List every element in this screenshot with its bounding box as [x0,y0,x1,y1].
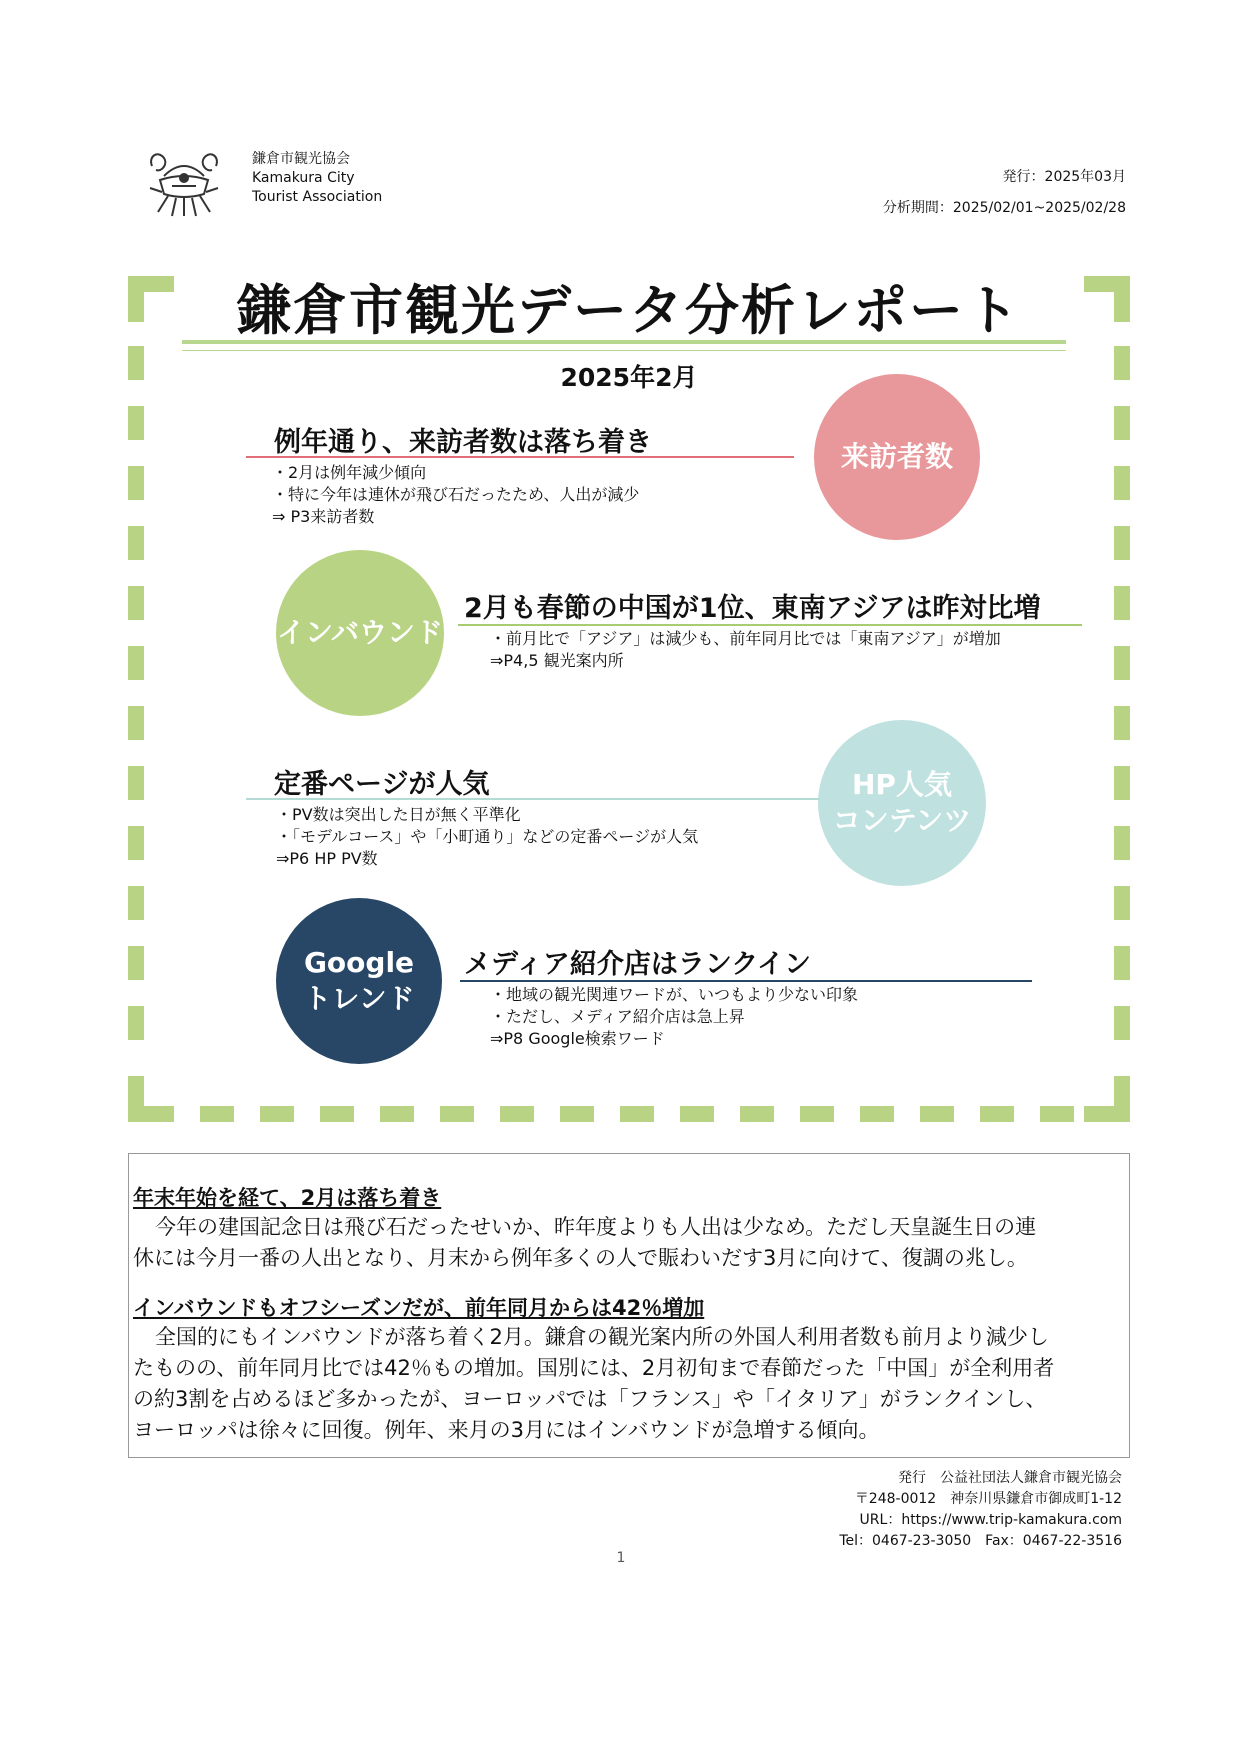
visitors-line-2: ・特に今年は連休が飛び石だったため、人出が減少 [272,485,640,504]
frame-dash [380,1106,414,1122]
frame-dash [1114,706,1130,740]
section-inbound-rule [458,624,1082,626]
issue-date: 発行：2025年03月 [1002,169,1126,185]
frame-dash [128,646,144,680]
organization-name [252,150,382,207]
frame-dash [440,1106,474,1122]
visitors-line-1: ・2月は例年減少傾向 [272,463,427,482]
publisher-address: 〒248-0012 神奈川県鎌倉市御成町1-12 [854,1491,1122,1507]
frame-dash [800,1106,834,1122]
frame-dash [128,826,144,860]
frame-dash [500,1106,534,1122]
summary-2-line-1: 全国的にもインバウンドが落ち着く2月。鎌倉の観光案内所の外国人利用者数も前月より減少し [155,1325,1049,1349]
publisher-name: 発行 公益社団法人鎌倉市観光協会 [898,1470,1122,1486]
hp-line-1: ・PV数は突出した日が無く平準化 [276,805,521,824]
frame-dash [1114,1006,1130,1040]
badge-hp-line-2: コンテンツ [832,804,972,837]
section-visitors-rule [246,456,794,458]
title-underline-thin [182,350,1066,351]
frame-dash [128,406,144,440]
google-line-3: ⇒P8 Google検索ワード [490,1029,665,1048]
publisher-info [839,1468,1122,1552]
frame-dash [560,1106,594,1122]
visitors-line-3: ⇒ P3来訪者数 [272,507,375,526]
publisher-url[interactable]: URL：https://www.trip-kamakura.com [859,1512,1122,1528]
title-underline [182,340,1066,344]
section-hp-rule [246,798,820,800]
frame-dash [1114,406,1130,440]
summary-2-line-4: ヨーロッパは徐々に回復。例年、来月の3月にはインバウンドが急増する傾向。 [133,1418,880,1442]
section-inbound-text [490,628,1001,672]
org-name-en-1: Kamakura City [252,170,355,186]
badge-google-line-1: Google [303,946,415,979]
frame-dash [1114,766,1130,800]
frame-dash [1114,466,1130,500]
badge-visitors-label: 来訪者数 [840,440,953,473]
summary-2-line-2: たものの、前年同月比では42％もの増加。国別には、2月初旬まで春節だった「中国」が全利用者 [133,1356,1055,1380]
summary-1-line-1: 今年の建国記念日は飛び石だったせいか、昨年度よりも人出は少なめ。ただし天皇誕生日の連 [155,1215,1037,1239]
badge-inbound-label: インバウンド [276,616,444,649]
report-title: 鎌倉市観光データ分析レポート [237,279,1021,342]
frame-dash [1114,946,1130,980]
frame-dash [620,1106,654,1122]
badge-google-line-2: トレンド [303,982,415,1015]
section-hp-heading: 定番ページが人気 [274,769,490,800]
frame-dash [128,586,144,620]
badge-hp-content [818,720,986,886]
publisher-phone-fax: Tel：0467-23-3050 Fax：0467-22-3516 [839,1533,1122,1549]
summary-1-heading: 年末年始を経て、2月は落ち着き [133,1186,442,1210]
frame-dash [980,1106,1014,1122]
google-line-1: ・地域の観光関連ワードが、いつもより少ない印象 [490,985,859,1004]
section-google-text [490,984,858,1050]
frame-dash [1114,526,1130,560]
helmet-emblem-icon [142,148,226,220]
google-line-2: ・ただし、メディア紹介店は急上昇 [490,1007,745,1026]
hp-line-2: ・「モデルコース」や「小町通り」などの定番ページが人気 [276,827,699,846]
badge-inbound [276,550,444,716]
hp-line-3: ⇒P6 HP PV数 [276,849,378,868]
association-logo [142,148,226,220]
summary-box [128,1153,1130,1458]
section-google-rule [460,980,1032,982]
frame-dash [680,1106,714,1122]
section-google-heading: メディア紹介店はランクイン [464,949,811,980]
frame-dash [260,1106,294,1122]
frame-dash [128,526,144,560]
section-visitors-text [272,462,639,528]
frame-dash [128,886,144,920]
analysis-period: 分析期間：2025/02/01~2025/02/28 [882,200,1126,216]
frame-dash [1114,646,1130,680]
frame-dash [1114,586,1130,620]
frame-dash [200,1106,234,1122]
frame-dash [128,466,144,500]
page-number: 1 [616,1550,626,1566]
frame-dash [860,1106,894,1122]
frame-dash [320,1106,354,1122]
summary-content [133,1182,1123,1446]
issue-info [883,162,1126,224]
frame-dash [128,1006,144,1040]
frame-dash [128,766,144,800]
section-inbound-heading: 2月も春節の中国が1位、東南アジアは昨対比増 [464,593,1041,624]
summary-1-line-2: 休には今月一番の人出となり、月末から例年多くの人で賑わいだす3月に向けて、復調の兆し。 [133,1246,1028,1270]
frame-dash [920,1106,954,1122]
org-name-en-2: Tourist Association [252,189,383,205]
org-name-ja: 鎌倉市観光協会 [252,151,350,167]
frame-dash [128,706,144,740]
summary-2-line-3: の約3割を占めるほど多かったが、ヨーロッパでは「フランス」や「イタリア」がランクインし、 [133,1387,1047,1411]
frame-dash [1114,886,1130,920]
summary-2-heading: インバウンドもオフシーズンだが、前年同月からは42％増加 [133,1296,705,1320]
badge-visitors [814,374,980,540]
report-date: 2025年2月 [560,363,698,392]
inbound-line-2: ⇒P4,5 観光案内所 [490,651,624,670]
frame-dash [1114,826,1130,860]
frame-dash [740,1106,774,1122]
section-hp-text [276,804,698,870]
inbound-line-1: ・前月比で「アジア」は減少も、前年同月比では「東南アジア」が増加 [490,629,1001,648]
badge-hp-line-1: HP人気 [852,768,952,801]
frame-dash [128,946,144,980]
frame-dash [1040,1106,1074,1122]
section-visitors-heading: 例年通り、来訪者数は落ち着き [274,427,652,458]
badge-google-trends [276,898,442,1064]
